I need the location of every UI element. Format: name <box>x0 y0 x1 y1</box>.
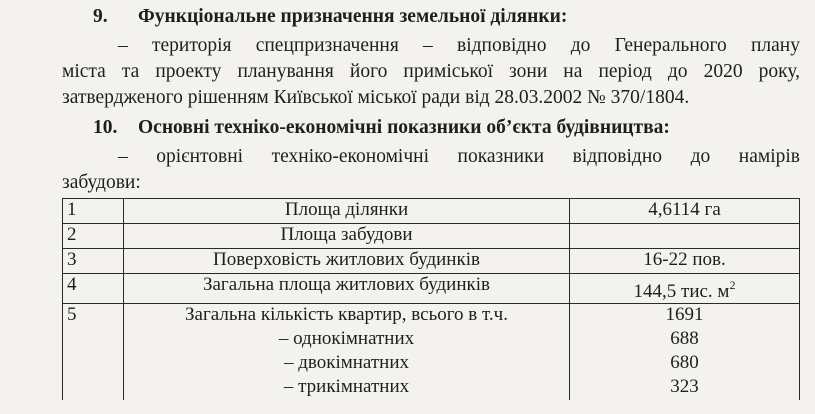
row-number <box>63 328 124 352</box>
row-value: 680 <box>570 352 800 376</box>
section-9-line-1: – територія спецпризначення – відповідно до Генерального плану <box>118 35 800 56</box>
row-number <box>63 352 124 376</box>
section-9-line-2: міста та проекту планування його приміської зони на період до 2020 року, <box>62 61 800 82</box>
row-parameter: – трикімнатних <box>124 376 570 400</box>
section-9-line-3: затвердженого рішенням Київської міської ради від 28.03.2002 № 370/1804. <box>62 87 690 108</box>
section-10-line-2: забудови: <box>62 172 141 193</box>
row-value <box>570 224 800 249</box>
row-number: 2 <box>63 224 124 249</box>
section-10-line-1: – орієнтовні техніко-економічні показники відповідно до намірів <box>118 146 800 167</box>
table-row <box>63 274 800 304</box>
row-number <box>63 376 124 400</box>
row-value: 323 <box>570 376 800 400</box>
section-9-number: 9. <box>93 6 108 27</box>
section-10-number: 10. <box>93 117 118 138</box>
row-number: 1 <box>63 199 124 224</box>
table-row <box>63 249 800 274</box>
row-parameter: – двокімнатних <box>124 352 570 376</box>
table-row <box>63 328 800 352</box>
table-row <box>63 304 800 329</box>
table-row <box>63 352 800 376</box>
row-value: 16-22 пов. <box>570 249 800 274</box>
table-row <box>63 199 800 224</box>
superscript: 2 <box>729 278 736 292</box>
row-parameter: Площа ділянки <box>124 199 570 224</box>
row-number: 5 <box>63 304 124 329</box>
section-9-title: Функціональне призначення земельної ділянки: <box>138 6 568 27</box>
row-number: 4 <box>63 274 124 304</box>
row-number: 3 <box>63 249 124 274</box>
section-9-heading <box>93 6 567 28</box>
row-parameter: Загальна кількість квартир, всього в т.ч. <box>124 304 570 329</box>
section-10-title: Основні техніко-економічні показники об’єкта будівництва: <box>138 117 670 138</box>
table-row <box>63 376 800 400</box>
table-row <box>63 224 800 249</box>
row-parameter: Загальна площа житлових будинків <box>124 274 570 304</box>
row-parameter: – однокімнатних <box>124 328 570 352</box>
row-value-text: 144,5 тис. м <box>633 281 730 302</box>
parameters-table <box>62 198 800 400</box>
row-value <box>570 274 800 304</box>
section-10-heading <box>93 117 670 139</box>
row-value: 1691 <box>570 304 800 329</box>
row-parameter: Площа забудови <box>124 224 570 249</box>
row-value: 4,6114 га <box>570 199 800 224</box>
row-value: 688 <box>570 328 800 352</box>
row-parameter: Поверховість житлових будинків <box>124 249 570 274</box>
